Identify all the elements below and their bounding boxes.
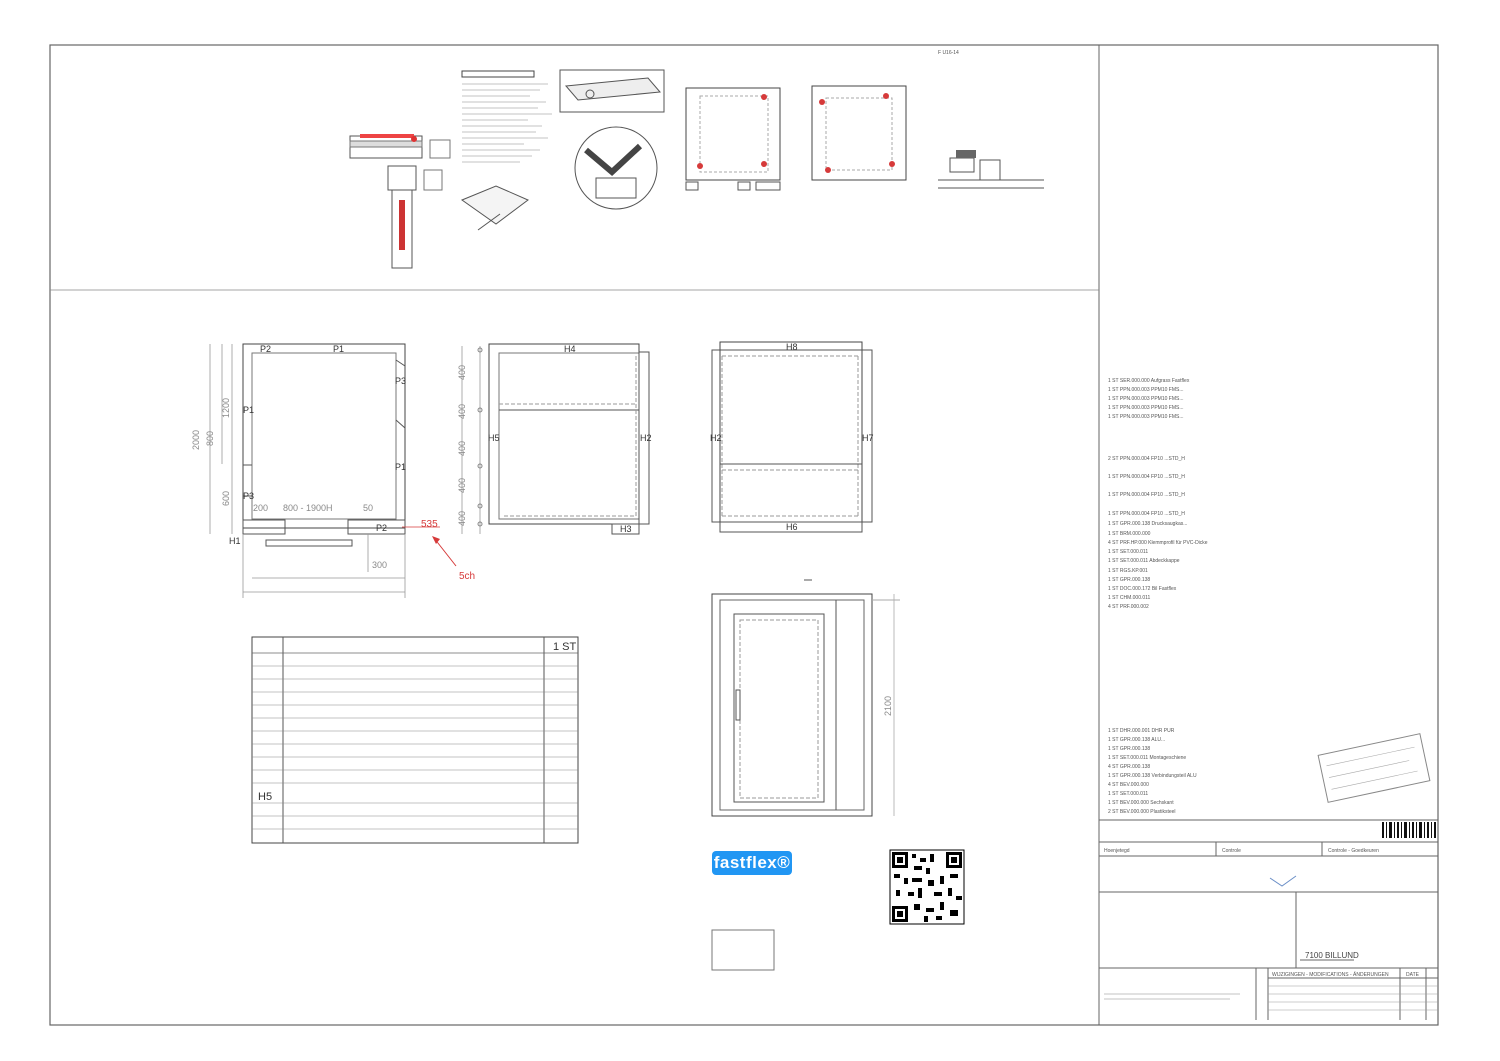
label-p1-top: P1 [333, 344, 345, 354]
parts-list [1108, 378, 1208, 815]
dim-400-c: 400 [457, 440, 467, 456]
parts-list-item: 2 ST PPN.000.004 FP10 ...STD_H [1108, 456, 1185, 462]
sheet-border [50, 45, 1438, 1025]
title-control: Controle [1222, 848, 1241, 854]
floor-section-detail [938, 150, 1044, 188]
dim-400-e: 400 [457, 510, 467, 526]
label-h3: H3 [620, 524, 632, 534]
panel-h-drawing-2 [712, 342, 872, 532]
assembly-instructions-text [462, 71, 552, 162]
logo-text: fastflex [713, 853, 778, 872]
title-approved: Controle - Goedkeuren [1328, 848, 1379, 854]
frame-assembly-view-2 [812, 86, 906, 180]
parts-list-item: 4 ST PRF.000.002 [1108, 604, 1149, 610]
parts-list-item: 2 ST BEV.000.000 Plastiksteel [1108, 809, 1176, 815]
parts-list-item: 1 ST BRM.000.000 [1108, 531, 1151, 537]
parts-list-item: 1 ST SET.000.011 [1108, 549, 1149, 555]
parts-list-item: 1 ST SER.000.000 Aufgrass Fastflex [1108, 378, 1190, 384]
parts-list-item: 1 ST RGS.KP.001 [1108, 568, 1148, 574]
parts-list-item: 1 ST GPR.000.138 Verbindungsteil ALU [1108, 773, 1197, 779]
dim-800-1900h: 800 - 1900H [283, 503, 333, 513]
dim-600: 600 [221, 490, 231, 506]
parts-list-item: 1 ST SET.000.011 [1108, 791, 1149, 797]
label-p2-bottom: P2 [376, 523, 388, 533]
label-h7: H7 [862, 433, 874, 443]
label-h8: H8 [786, 342, 798, 352]
table-row-label: H5 [258, 791, 273, 803]
parts-list-item: 1 ST PPN.000.003 PPM10 FMS... [1108, 405, 1184, 411]
label-h4: H4 [564, 344, 576, 354]
title-revisions: WIJZIGINGEN - MODIFICATIONS - ÄNDERUNGEN [1272, 972, 1389, 978]
parts-list-item: 1 ST GPR.000.138 [1108, 577, 1151, 583]
parts-list-item: 1 ST DHR.000.001 DHR PUR [1108, 728, 1175, 734]
label-p1-right: P1 [395, 462, 407, 472]
barcode [1382, 822, 1436, 838]
parts-list-item: 1 ST PPN.000.003 PPM10 FMS... [1108, 387, 1184, 393]
dim-200: 200 [253, 503, 269, 513]
parts-list-item: 1 ST BEV.000.000 Sechskant [1108, 800, 1174, 806]
panel-p-drawing [210, 344, 456, 598]
dim-50: 50 [363, 503, 374, 513]
label-p2-top: P2 [260, 344, 272, 354]
parts-list-item: 4 ST BEV.000.000 [1108, 782, 1149, 788]
dim-2100: 2100 [883, 695, 893, 716]
label-h2-right: H2 [640, 433, 652, 443]
parts-list-item: 1 ST SET.000.011 Montageschiene [1108, 755, 1187, 761]
label-p1-left: P1 [243, 405, 255, 415]
label-p3-left: P3 [243, 491, 255, 501]
parts-list-item: 1 ST PPN.000.004 FP10 ...STD_H [1108, 511, 1185, 517]
parts-list-item: 4 ST PRF.HP.000 Klemmprofil für PVC-Dicke [1108, 540, 1208, 546]
header-ref: F U16-14 [938, 50, 959, 56]
parts-list-item: 1 ST GPR.000.138 ALU... [1108, 737, 1166, 743]
stamp-box [712, 930, 774, 970]
title-city: 7100 BILLUND [1305, 951, 1359, 960]
dim-535: 535 [421, 519, 438, 530]
cut-list-table [252, 637, 578, 843]
parts-list-item: 1 ST GPR.000.138 [1108, 746, 1151, 752]
parts-list-item: 1 ST PPN.000.003 PPM10 FMS... [1108, 396, 1184, 402]
title-drawn: Hoenjetegd [1104, 848, 1130, 854]
qr-code [890, 850, 964, 924]
parts-list-item: 1 ST DOC.000.172 Bil Fastflex [1108, 586, 1177, 592]
dim-400-d: 400 [457, 477, 467, 493]
door-elevation [712, 580, 900, 816]
title-date: DATE [1406, 972, 1419, 978]
label-h5: H5 [488, 433, 500, 443]
label-h2-left: H2 [710, 433, 722, 443]
inspection-stamp [1318, 734, 1430, 803]
parts-list-item: 1 ST PPN.000.004 FP10 ...STD_H [1108, 492, 1185, 498]
parts-list-item: 1 ST CHM.000.011 [1108, 595, 1151, 601]
parts-list-item: 4 ST GPR.000.138 [1108, 764, 1151, 770]
dim-1200: 1200 [221, 397, 231, 418]
parts-list-item: 1 ST SET.000.011 Abdeckkappe [1108, 558, 1180, 564]
callout-5ch: 5ch [459, 571, 476, 582]
parts-list-item: 1 ST PPN.000.003 PPM10 FMS... [1108, 414, 1184, 420]
fastflex-logo: fastflex ® [712, 851, 792, 875]
label-h1: H1 [229, 536, 241, 546]
dim-400-a: 400 [457, 364, 467, 380]
label-p3-right: P3 [395, 376, 407, 386]
dim-800: 800 [205, 430, 215, 446]
assembly-detail-profile [350, 134, 450, 268]
dim-2000: 2000 [191, 429, 201, 450]
title-block [1099, 820, 1438, 1020]
parts-list-item: 1 ST PPN.000.004 FP10 ...STD_H [1108, 474, 1185, 480]
parts-list-item: 1 ST GPR.000.138 Drucksaugkas... [1108, 521, 1188, 527]
dim-400-b: 400 [457, 403, 467, 419]
label-h6: H6 [786, 522, 798, 532]
dim-300: 300 [372, 560, 388, 570]
table-qty: 1 ST [553, 641, 577, 653]
frame-assembly-view-1 [686, 88, 780, 190]
